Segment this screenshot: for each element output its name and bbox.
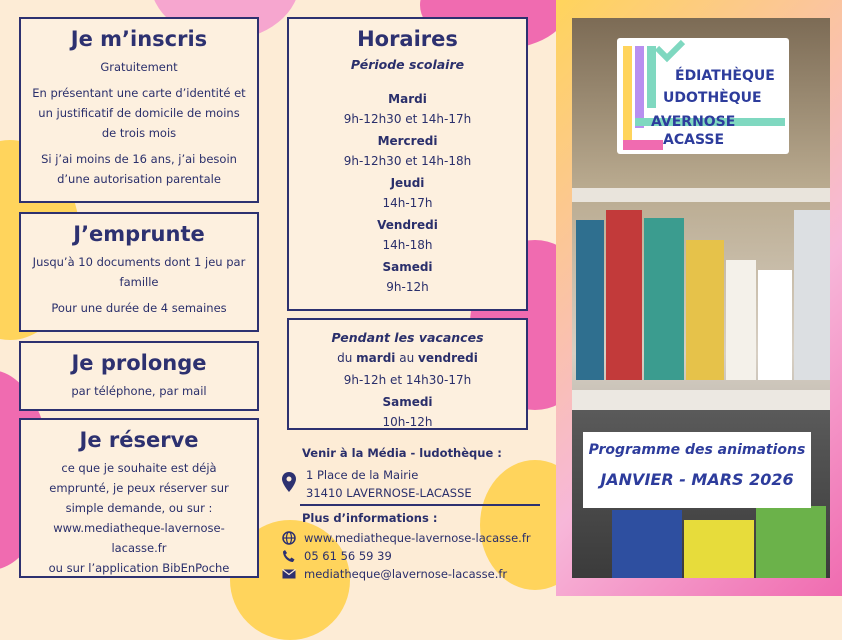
reservation-text: ce que je souhaite est déjà emprunté, je peux réserver sur simple demande, ou sur :	[49, 461, 229, 515]
horaires-day-samedi: Samedi	[382, 260, 433, 274]
vacances-from-day: mardi	[356, 351, 396, 365]
inscription-minors: Si j’ai moins de 16 ans, j’ai besoin d’une autorisation parentale	[41, 152, 237, 186]
horaires-day-mercredi: Mercredi	[377, 134, 438, 148]
prolongation-methods: par téléphone, par mail	[71, 384, 207, 398]
info-website-link[interactable]: www.mediatheque-lavernose-lacasse.fr	[304, 531, 531, 545]
horaires-day-jeudi: Jeudi	[390, 176, 425, 190]
vacances-time-samedi: 10h-12h	[382, 415, 433, 429]
horaires-day-vendredi: Vendredi	[377, 218, 438, 232]
logo-line-lavernose: AVERNOSE	[651, 114, 736, 130]
vacances-day-samedi: Samedi	[382, 395, 433, 409]
horaires-day-mardi: Mardi	[388, 92, 427, 106]
vacances-au: au	[399, 351, 415, 365]
inscription-title: Je m’inscris	[70, 27, 208, 51]
phone-icon	[282, 549, 296, 563]
info-phone-link[interactable]: 05 61 56 59 39	[304, 549, 392, 563]
access-address-street: 1 Place de la Mairie	[306, 468, 419, 482]
inscription-documents: En présentant une carte d’identité et un justificatif de domicile de moins de trois mois	[32, 86, 246, 140]
info-email-link[interactable]: mediatheque@lavernose-lacasse.fr	[304, 567, 508, 581]
vacances-to-day: vendredi	[418, 351, 478, 365]
horaires-time-jeudi: 14h-17h	[382, 196, 433, 210]
inscription-free: Gratuitement	[100, 60, 178, 74]
reservation-title: Je réserve	[79, 428, 199, 452]
horaires-time-mardi: 9h-12h30 et 14h-17h	[343, 112, 472, 126]
mail-icon	[282, 567, 296, 581]
horaires-time-vendredi: 14h-18h	[382, 238, 433, 252]
reservation-box	[19, 418, 259, 578]
shelf-top	[572, 188, 830, 202]
programme-title: Programme des animations	[588, 442, 806, 458]
emprunt-quantity: Jusqu’à 10 documents dont 1 jeu par famille	[32, 255, 246, 289]
prolongation-box	[19, 341, 259, 411]
vacances-time-weekday: 9h-12h et 14h30-17h	[343, 373, 472, 387]
horaires-time-mercredi: 9h-12h30 et 14h-18h	[343, 154, 472, 168]
access-address-city: 31410 LAVERNOSE-LACASSE	[306, 486, 472, 500]
emprunt-box	[19, 212, 259, 332]
vacances-du: du	[337, 351, 353, 365]
info-heading: Plus d’informations :	[302, 511, 438, 525]
shelf-bottom	[572, 390, 830, 410]
reservation-app: ou sur l’application BibEnPoche	[48, 561, 230, 575]
emprunt-duration: Pour une durée de 4 semaines	[51, 301, 227, 315]
horaires-subtitle: Période scolaire	[350, 57, 465, 72]
prolongation-title: Je prolonge	[71, 351, 207, 375]
contact-divider	[300, 504, 540, 506]
logo-line-ludotheque: UDOTHÈQUE	[663, 90, 762, 106]
library-logo	[617, 38, 789, 154]
games-row	[572, 210, 830, 390]
logo-line-lacasse: ACASSE	[663, 132, 725, 148]
programme-dates: JANVIER - MARS 2026	[600, 470, 794, 489]
vacances-title: Pendant les vacances	[331, 330, 484, 345]
logo-line-mediatheque: ÉDIATHÈQUE	[675, 68, 775, 84]
inscription-box	[19, 17, 259, 203]
access-heading: Venir à la Média - ludothèque :	[302, 446, 502, 460]
reservation-website-link[interactable]: www.mediatheque-lavernose-lacasse.fr	[53, 521, 225, 555]
info-section	[282, 511, 542, 583]
emprunt-title: J’emprunte	[73, 222, 205, 246]
access-section	[282, 446, 540, 502]
location-pin-icon	[282, 472, 296, 492]
horaires-time-samedi: 9h-12h	[386, 280, 429, 294]
globe-icon	[282, 531, 296, 545]
programme-banner	[583, 432, 811, 508]
horaires-box	[287, 17, 528, 311]
vacances-box	[287, 318, 528, 430]
vacances-period	[299, 348, 516, 368]
horaires-title: Horaires	[357, 27, 458, 51]
